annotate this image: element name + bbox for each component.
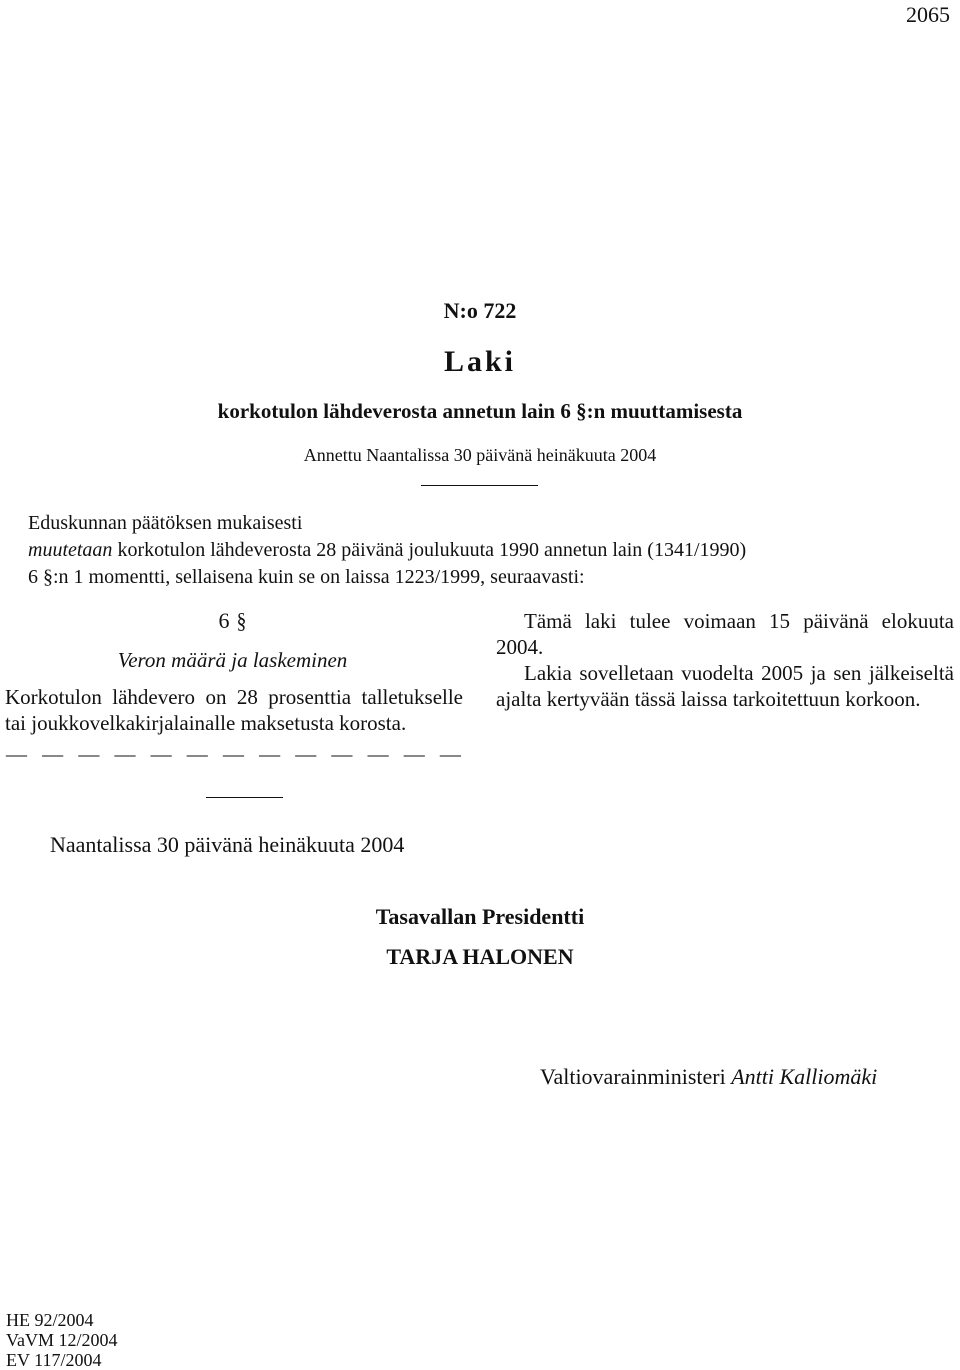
omission-dash: — — [295, 742, 317, 766]
section-sign: § — [236, 608, 246, 633]
section-number — [0, 608, 465, 634]
omission-dash: — — [222, 742, 244, 766]
omission-dash: — — [114, 742, 136, 766]
given-date: Annettu Naantalissa 30 päivänä heinäkuuta 2004 — [303, 445, 657, 465]
omission-dash: — — [439, 742, 461, 766]
preamble — [28, 510, 958, 591]
entry-into-force-para-2: Lakia sovelletaan vuodelta 2005 ja sen jälkeiseltä ajalta kertyvään tässä laissa tarkoitettuun korkoon. — [496, 661, 954, 711]
omission-dash: — — [42, 742, 64, 766]
section-heading: Veron määrä ja laskeminen — [117, 648, 348, 672]
reference-item: HE 92/2004 — [6, 1310, 94, 1330]
preamble-line-3: 6 §:n 1 momentti, sellaisena kuin se on laissa 1223/1999, seuraavasti: — [28, 566, 585, 588]
reference-item: EV 117/2004 — [6, 1350, 102, 1370]
omission-dash: — — [6, 742, 27, 766]
section-end-divider — [206, 797, 283, 798]
president-title: Tasavallan Presidentti — [375, 904, 585, 929]
decree-number: N:o 722 — [443, 298, 517, 323]
entry-into-force-para-1: Tämä laki tulee voimaan 15 päivänä elokuuta 2004. — [496, 609, 954, 659]
omission-dash: — — [259, 742, 281, 766]
omission-dash: — — [186, 742, 208, 766]
law-subtitle: korkotulon lähdeverosta annetun lain 6 §:n muuttamisesta — [217, 399, 743, 423]
signing-place-date: Naantalissa 30 päivänä heinäkuuta 2004 — [50, 832, 405, 857]
minister-signature — [540, 1064, 877, 1090]
entry-into-force — [496, 608, 954, 712]
omission-dash: — — [403, 742, 425, 766]
president-name: TARJA HALONEN — [386, 944, 574, 969]
omission-dashes — [6, 742, 461, 767]
section-body: Korkotulon lähdevero on 28 prosenttia talletukselle tai joukkovelkakirjalainalle maksetusta korosta. — [5, 685, 463, 735]
omission-dash: — — [78, 742, 100, 766]
section-number-value: 6 — [218, 608, 230, 633]
minister-title: Valtiovarainministeri — [540, 1064, 726, 1089]
omission-dash: — — [150, 742, 172, 766]
omission-dash: — — [331, 742, 353, 766]
reference-item: VaVM 12/2004 — [6, 1330, 118, 1350]
page-number: 2065 — [906, 2, 950, 27]
preamble-line-2-rest: korkotulon lähdeverosta 28 päivänä joulukuuta 1990 annetun lain (1341/1990) — [112, 539, 747, 561]
preamble-line-2 — [28, 537, 958, 564]
minister-name: Antti Kalliomäki — [731, 1064, 878, 1089]
law-title: Laki — [443, 345, 517, 378]
preamble-amend-verb: muutetaan — [28, 539, 113, 561]
omission-dash: — — [367, 742, 389, 766]
title-divider — [421, 485, 538, 486]
legislative-references — [6, 1310, 118, 1370]
preamble-line-1: Eduskunnan päätöksen mukaisesti — [28, 512, 303, 534]
